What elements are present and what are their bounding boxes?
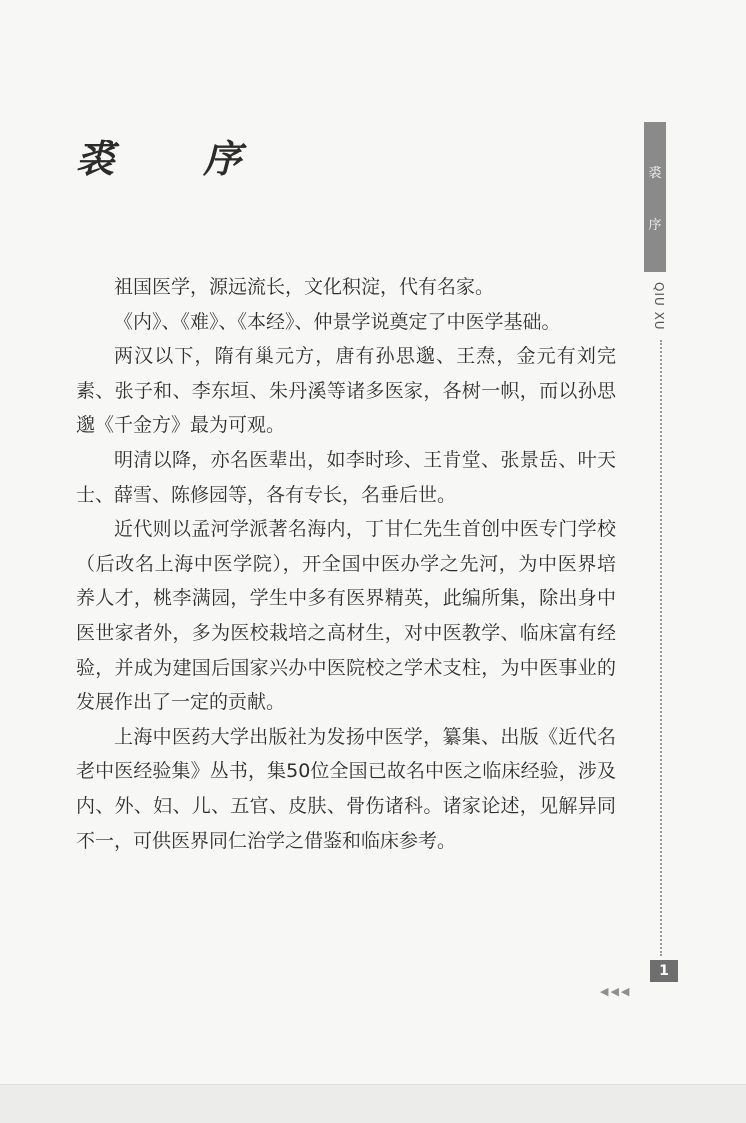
page-bottom-edge [0,1084,746,1123]
page-arrows-icon: ◀◀◀ [600,985,632,998]
preface-body [76,270,616,858]
paragraph: 上海中医药大学出版社为发扬中医学，纂集、出版《近代名老中医经验集》丛书，集50位全国已故名中医之临床经验，涉及内、外、妇、儿、五官、皮肤、骨伤诸科。诸家论述，见解异同不一，可供医界同仁治学之借鉴和临床参考。 [76,725,616,852]
paragraph: 明清以降，亦名医辈出，如李时珍、王肯堂、张景岳、叶天士、薛雪、陈修园等，各有专长，名垂后世。 [76,448,616,506]
paragraph: 《内》、《难》、《本经》、仲景学说奠定了中医学基础。 [114,310,561,333]
paragraph: 祖国医学，源远流长，文化积淀，代有名家。 [114,276,495,298]
side-tab-char: 裘 [648,166,662,181]
paragraph: 两汉以下，隋有巢元方，唐有孙思邈、王焘，金元有刘完素、张子和、李东垣、朱丹溪等诸多医家，各树一帜，而以孙思邈《千金方》最为可观。 [76,345,616,437]
side-tab-pinyin: QIU XU [652,282,666,331]
page-title: 裘 序 [76,136,280,181]
dotted-margin-line [660,340,662,956]
page-number: 1 [650,960,678,982]
paragraph: 近代则以孟河学派著名海内，丁甘仁先生首创中医专门学校（后改名上海中医学院），开全国中医办学之先河，为中医界培养人才，桃李满园，学生中多有医界精英，此编所集，除出身中医世家者外，多为医校栽培之高材生，对中医教学、临床富有经验，并成为建国后国家兴办中医院校之学术支柱，为中医事业的发展作出了一定的贡献。 [76,518,616,714]
side-tab-char: 序 [648,218,662,233]
chapter-side-tab [644,122,666,272]
